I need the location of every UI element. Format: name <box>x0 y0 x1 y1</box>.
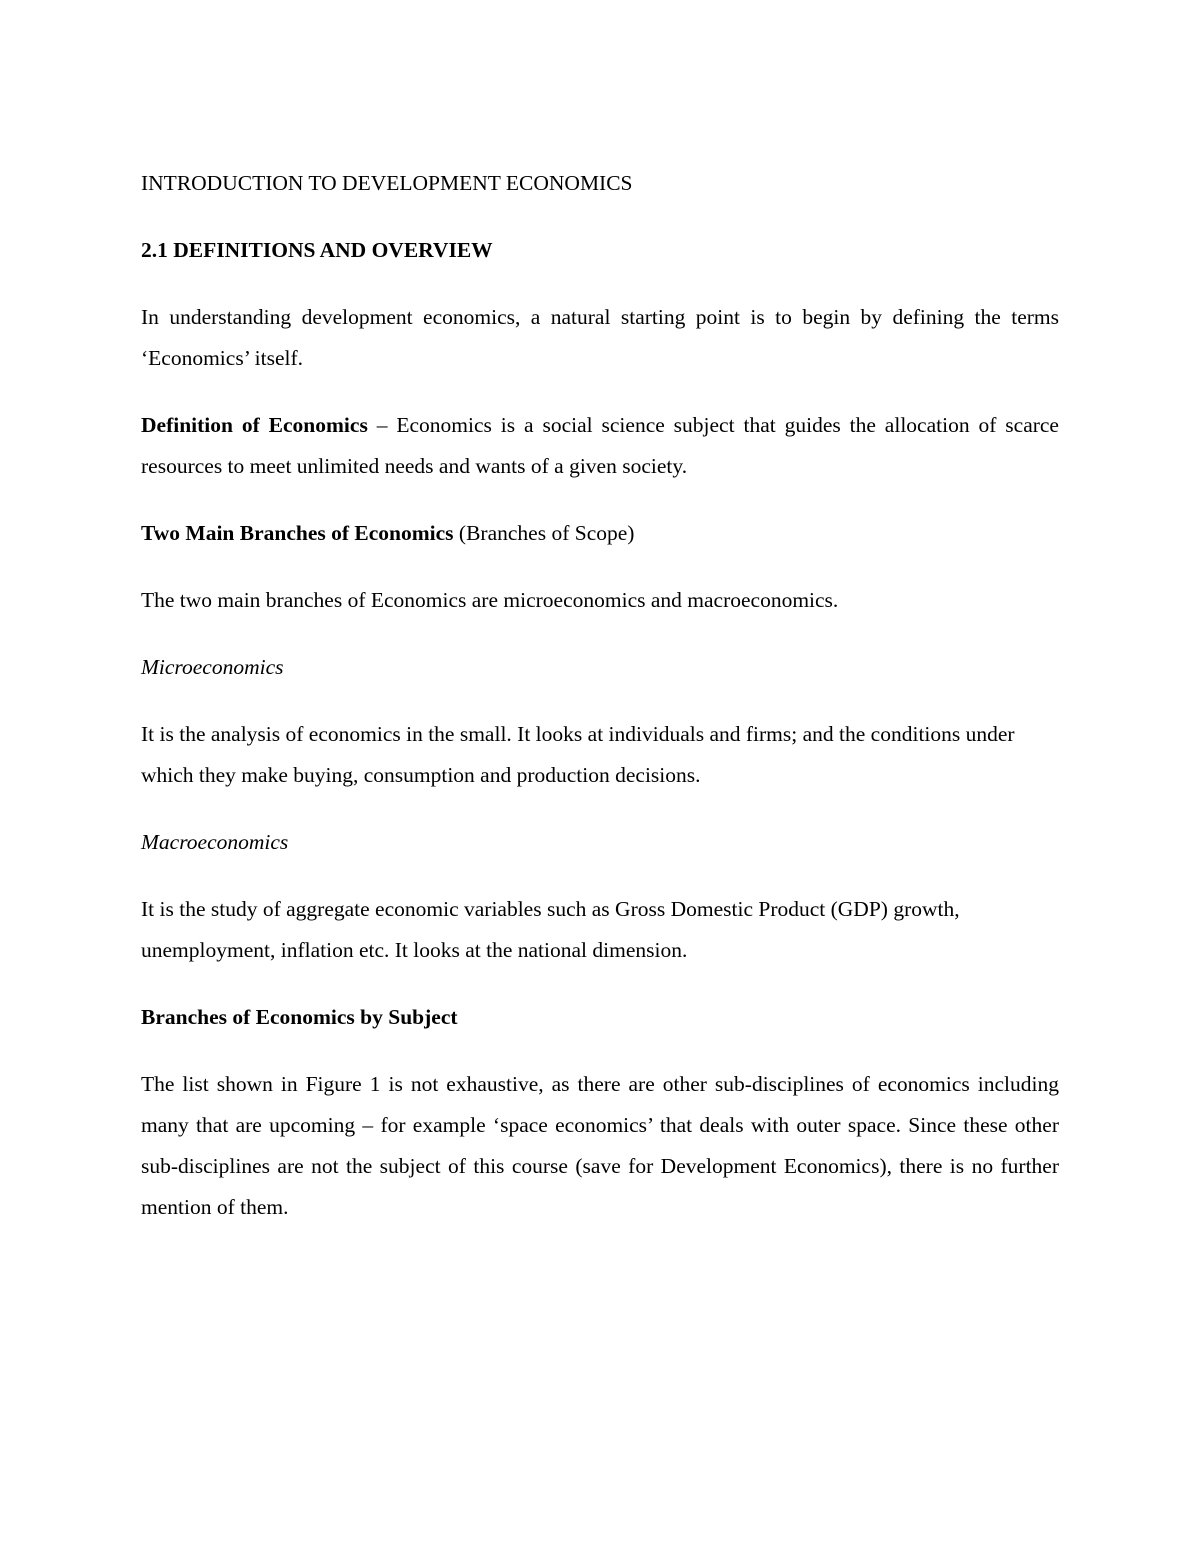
branches-heading <box>141 513 1059 554</box>
branches-heading-bold: Two Main Branches of Economics <box>141 521 454 545</box>
branches-heading-normal: (Branches of Scope) <box>453 521 635 545</box>
subject-branches-heading: Branches of Economics by Subject <box>141 1005 458 1029</box>
document-page <box>141 166 1059 1228</box>
definition-text: – Economics is a social science subject that guides the allocation of scarce resources to meet unlimited needs and wants of a given society. <box>141 413 1059 478</box>
macroeconomics-heading: Macroeconomics <box>141 830 289 854</box>
section-heading: 2.1 DEFINITIONS AND OVERVIEW <box>141 238 493 262</box>
document-title: INTRODUCTION TO DEVELOPMENT ECONOMICS <box>141 171 633 195</box>
intro-paragraph: In understanding development economics, a natural starting point is to begin by defining the terms ‘Economics’ itself. <box>141 305 1059 370</box>
subject-branches-paragraph: The list shown in Figure 1 is not exhaustive, as there are other sub-disciplines of economics including many that are upcoming – for example ‘space economics’ that deals with outer space. Since these other sub-disciplines are not the subject of this course (save for Development Economics), there is no further mention of them. <box>141 1072 1059 1219</box>
definition-paragraph <box>141 405 1059 487</box>
microeconomics-paragraph: It is the analysis of economics in the small. It looks at individuals and firms; and the conditions under which they make buying, consumption and production decisions. <box>141 722 1015 787</box>
branches-paragraph: The two main branches of Economics are microeconomics and macroeconomics. <box>141 588 839 612</box>
definition-term: Definition of Economics <box>141 413 368 437</box>
microeconomics-heading: Microeconomics <box>141 655 284 679</box>
macroeconomics-paragraph: It is the study of aggregate economic variables such as Gross Domestic Product (GDP) growth, unemployment, inflation etc. It looks at the national dimension. <box>141 897 960 962</box>
